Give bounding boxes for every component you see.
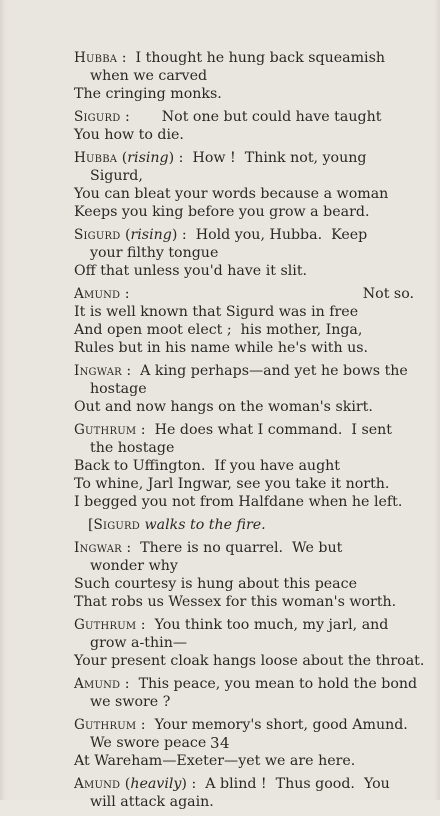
speech-line: Keeps you king before you grow a beard. xyxy=(74,204,370,220)
speech-sigurd-1: Sigurd : Not one but could have taught You how to die. xyxy=(74,108,414,144)
speech-line: Off that unless you'd have it slit. xyxy=(74,263,308,279)
speech-line: Rules but in his name while he's with us. xyxy=(74,340,369,356)
speaker-name: Sigurd xyxy=(93,517,140,533)
speech-amund-1: Amund : Not so. It is well known that Sigurd was in free And open moot elect ; his mother, Inga, Rules but in his name while he's with us. xyxy=(74,286,414,356)
speech-line: This peace, you mean to hold the bond xyxy=(138,676,418,692)
page-edge-left xyxy=(0,0,6,800)
speech-guthrum-2: Guthrum : You think too much, my jarl, and grow a-thin— Your present cloak hangs loose about the throat. xyxy=(74,617,425,669)
speech-line: will attack again. xyxy=(90,794,214,810)
speech-hubba-2: Hubba (rising) : How ! Think not, young Sigurd, You can bleat your words because a woman Keeps you king before you grow a beard. xyxy=(74,149,414,221)
page-number: 34 xyxy=(209,734,231,752)
speech-line: Not so. xyxy=(362,286,414,302)
speech-line: your filthy tongue xyxy=(90,245,219,261)
speech-amund-2: Amund : This peace, you mean to hold the bond we swore ? xyxy=(74,676,418,710)
speaker-name: Amund xyxy=(74,776,121,792)
speech-line: Out and now hangs on the woman's skirt. xyxy=(74,399,373,415)
speech-line: We swore peace xyxy=(90,735,207,751)
speaker-name: Ingwar xyxy=(74,363,122,379)
speech-line: He does what I command. I sent xyxy=(154,422,392,438)
speaker-name: Guthrum xyxy=(74,422,137,438)
speech-line: A blind ! Thus good. You xyxy=(205,776,390,792)
speaker-name: Sigurd xyxy=(74,109,121,125)
speech-ingwar-1: Ingwar : A king perhaps—and yet he bows the hostage Out and now hangs on the woman's skirt. xyxy=(74,362,414,416)
speaker-name: Guthrum xyxy=(74,717,137,733)
speech-line: the hostage xyxy=(90,440,175,456)
page-edge-right xyxy=(434,0,440,800)
speech-line: Your present cloak hangs loose about the throat. xyxy=(74,653,425,669)
speech-amund-3: Amund (heavily) : A blind ! Thus good. You will attack again. xyxy=(74,775,414,811)
speech-line: Back to Uffington. If you have aught xyxy=(74,458,340,474)
stage-direction-text: walks to the fire. xyxy=(144,517,266,533)
speaker-name: Sigurd xyxy=(74,227,121,243)
play-text xyxy=(74,49,425,816)
speech-hubba-1: Hubba : I thought he hung back squeamish when we carved The cringing monks. xyxy=(74,49,414,103)
speech-ingwar-2: Ingwar : There is no quarrel. We but wonder why Such courtesy is hung about this peace That robs us Wessex for this woman's worth. xyxy=(74,539,414,611)
speech-line: Such courtesy is hung about this peace xyxy=(74,576,357,592)
speech-line: The cringing monks. xyxy=(74,86,222,102)
speech-line: when we carved xyxy=(90,68,208,84)
speech-line: Your memory's short, good Amund. xyxy=(154,717,408,733)
speech-guthrum-3: Guthrum : Your memory's short, good Amund. We swore peace At Wareham—Exeter—yet we are here. xyxy=(74,716,414,770)
speech-line: You think too much, my jarl, and xyxy=(154,617,389,633)
speaker-name: Ingwar xyxy=(74,540,122,556)
speech-guthrum-1: Guthrum : He does what I command. I sent the hostage Back to Uffington. If you have aught To whine, Jarl Ingwar, see you take it north. I begged you not from Halfdane when he left. xyxy=(74,421,414,511)
speech-line: That robs us Wessex for this woman's worth. xyxy=(74,594,397,610)
speech-line: we swore ? xyxy=(90,694,171,710)
speech-line: I begged you not from Halfdane when he left. xyxy=(74,494,403,510)
speech-line: At Wareham—Exeter—yet we are here. xyxy=(74,753,356,769)
speech-line: There is no quarrel. We but xyxy=(140,540,343,556)
speech-line: And open moot elect ; his mother, Inga, xyxy=(74,322,363,338)
speech-line: A king perhaps—and yet he bows the xyxy=(140,363,408,379)
speaker-name: Guthrum xyxy=(74,617,137,633)
speaker-name: Hubba xyxy=(74,150,118,166)
speech-line: Hold you, Hubba. Keep xyxy=(195,227,368,243)
speech-line: To whine, Jarl Ingwar, see you take it north. xyxy=(74,476,390,492)
speech-line: How ! Think not, young xyxy=(192,150,367,166)
speech-line: grow a-thin— xyxy=(90,635,188,651)
speech-sigurd-2: Sigurd (rising) : Hold you, Hubba. Keep your filthy tongue Off that unless you'd have it slit. xyxy=(74,226,414,280)
stage-direction: rising xyxy=(127,150,169,166)
speech-line: I thought he hung back squeamish xyxy=(135,50,385,66)
speech-line: You can bleat your words because a woman xyxy=(74,186,389,202)
speech-line: You how to die. xyxy=(74,127,184,143)
stage-direction: rising xyxy=(130,227,172,243)
stage-direction-sigurd: [Sigurd walks to the fire. xyxy=(88,517,266,533)
speech-line: Not one but could have taught xyxy=(161,109,382,125)
speech-line: Sigurd, xyxy=(90,168,143,184)
speaker-name: Amund xyxy=(74,676,121,692)
speaker-name: Hubba xyxy=(74,50,118,66)
speech-line: It is well known that Sigurd was in free xyxy=(74,304,359,320)
speech-line: hostage xyxy=(90,381,147,397)
speaker-name: Amund xyxy=(74,286,121,302)
stage-direction: heavily xyxy=(130,776,182,792)
speech-line: wonder why xyxy=(90,558,178,574)
